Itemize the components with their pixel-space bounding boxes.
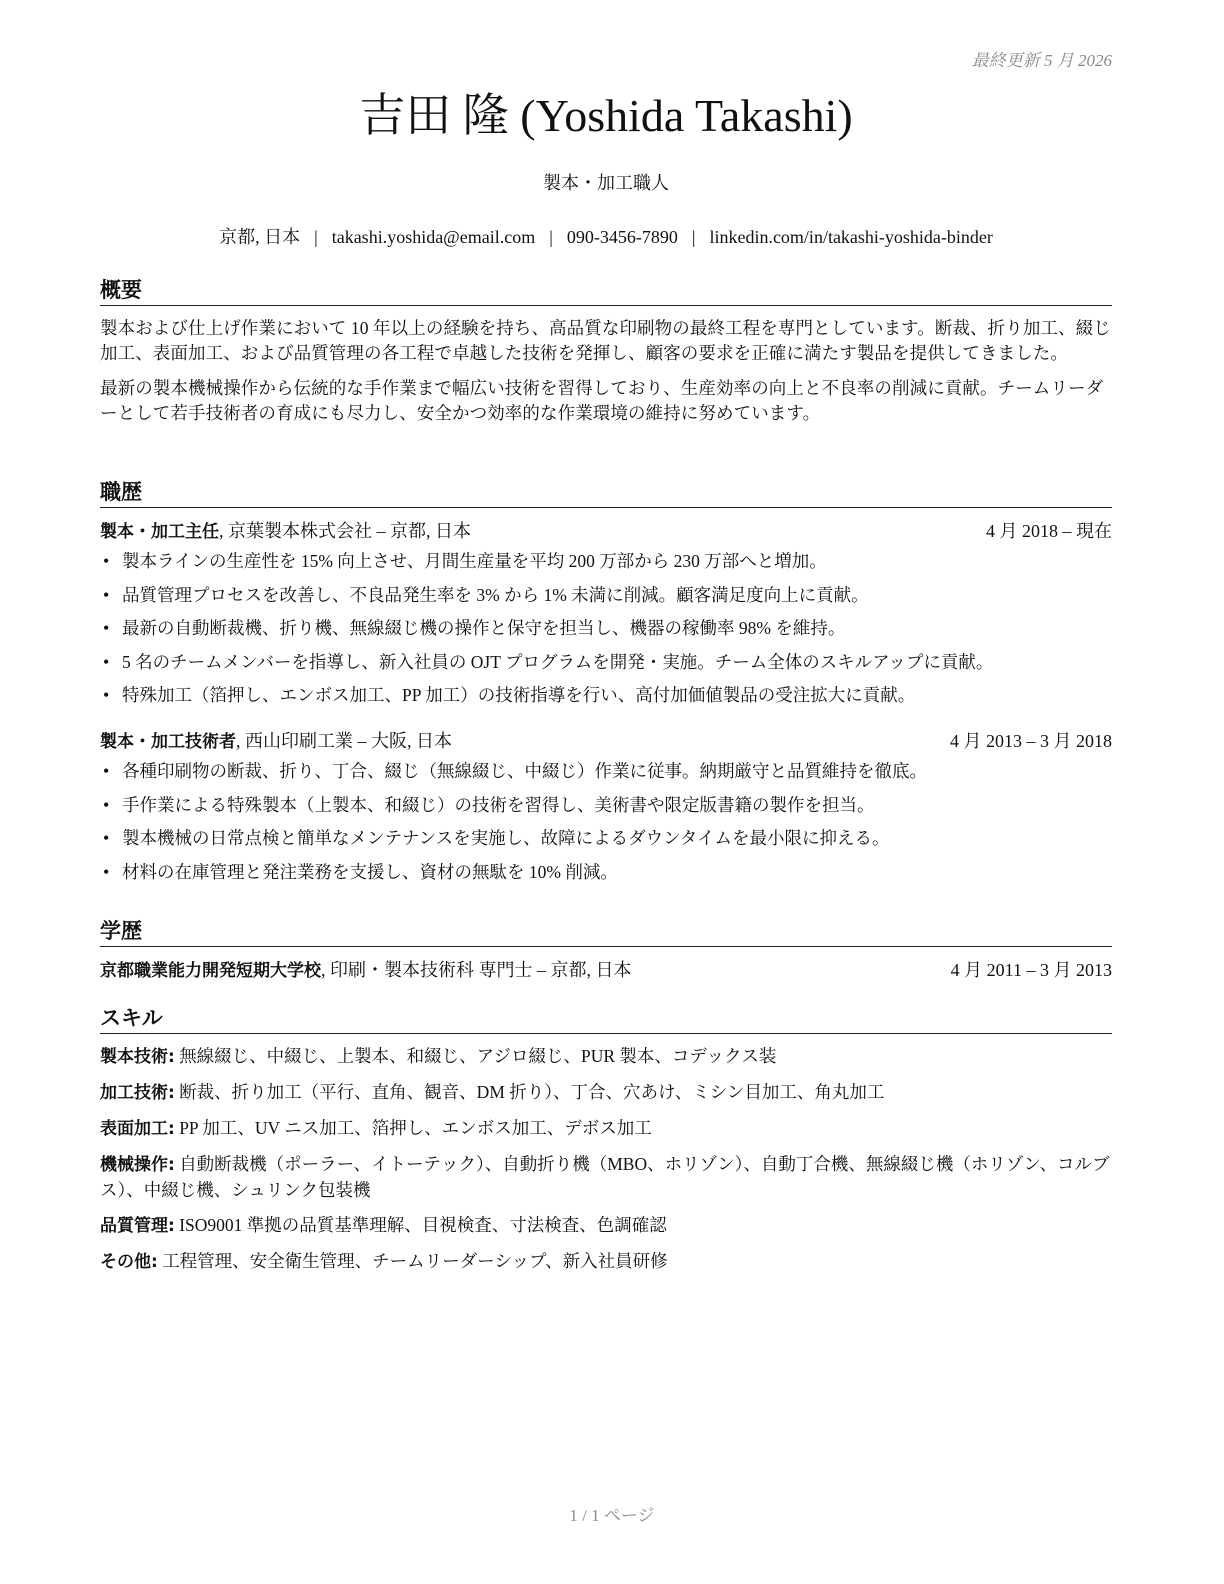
bullet-text: 製本機械の日常点検と簡単なメンテナンスを実施し、故障によるダウンタイムを最小限に抑える。 [122, 828, 890, 848]
contact-separator: | [314, 227, 318, 247]
experience-section [100, 478, 1112, 893]
bullet-text: 品質管理プロセスを改善し、不良品発生率を 3% から 1% 未満に削減。顧客満足度向上に貢献。 [122, 584, 869, 605]
job-entry [100, 518, 1112, 708]
skill-value: 自動断裁機（ポーラー、イトーテック）、自動折り機（MBO、ホリゾン）、自動丁合機、無線綴じ機（ホリゾン、コルブス）、中綴じ機、シュリンク包装機 [100, 1154, 1110, 1200]
contact-separator: | [691, 227, 696, 247]
bullet-icon: • [103, 761, 110, 781]
job-role: 製本・加工主任 [100, 522, 219, 542]
resume-page [100, 0, 1112, 1584]
section-title-skills: スキル [100, 1004, 1112, 1034]
section-title-experience: 職歴 [100, 478, 1112, 508]
list-item [100, 549, 1112, 574]
job-entry [100, 728, 1112, 885]
skills-section [100, 1004, 1112, 1285]
bullet-text: 各種印刷物の断裁、折り、丁合、綴じ（無線綴じ、中綴じ）作業に従事。納期厳守と品質維持を徹底。 [122, 761, 927, 781]
skill-label: 表面加工: [100, 1119, 175, 1139]
job-dates: 4 月 2013 – 3 月 2018 [950, 731, 1112, 751]
summary-section [100, 276, 1112, 436]
summary-paragraph: 製本および仕上げ作業において 10 年以上の経験を持ち、高品質な印刷物の最終工程を専門としています。断裁、折り加工、綴じ加工、表面加工、および品質管理の各工程で卓越した技術を発揮し、顧客の要求を正確に満たす製品を提供してきました。 [100, 318, 1111, 363]
job-role-company [100, 728, 452, 755]
skill-row [100, 1249, 1112, 1275]
education-detail: , 印刷・製本技術科 専門士 – 京都, 日本 [321, 960, 632, 980]
skill-row [100, 1152, 1112, 1203]
job-company: , 西山印刷工業 – 大阪, 日本 [236, 731, 452, 751]
job-role: 製本・加工技術者 [100, 732, 236, 752]
skill-row [100, 1080, 1112, 1106]
job-header [100, 518, 1112, 545]
list-item [100, 583, 1112, 608]
bullet-icon: • [103, 861, 110, 882]
person-name: 吉田 隆 (Yoshida Takashi) [359, 90, 853, 141]
bullet-icon: • [103, 584, 110, 605]
contact-line [100, 224, 1112, 250]
job-dates: 4 月 2018 – 現在 [986, 521, 1112, 541]
summary-paragraph: 最新の製本機械操作から伝統的な手作業まで幅広い技術を習得しており、生産効率の向上と不良率の削減に貢献。チームリーダーとして若手技術者の育成にも尽力し、安全かつ効率的な作業環境の維持に努めています。 [100, 378, 1104, 423]
list-item [100, 793, 1112, 818]
skill-label: 加工技術: [100, 1083, 175, 1103]
contact-email[interactable]: takashi.yoshida@email.com [331, 227, 536, 247]
list-item [100, 650, 1112, 675]
education-school: 京都職業能力開発短期大学校 [100, 961, 321, 981]
skill-value: PP 加工、UV ニス加工、箔押し、エンボス加工、デボス加工 [174, 1118, 652, 1138]
job-title: 製本・加工職人 [543, 173, 669, 193]
last-updated: 最終更新 5 月 2026 [971, 51, 1112, 70]
list-item [100, 826, 1112, 851]
bullet-text: 最新の自動断裁機、折り機、無線綴じ機の操作と保守を担当し、機器の稼働率 98% を維持。 [122, 618, 846, 638]
contact-phone: 090-3456-7890 [566, 227, 678, 247]
bullet-text: 製本ラインの生産性を 15% 向上させ、月間生産量を平均 200 万部から 230 万部へと増加。 [122, 551, 827, 571]
section-title-summary: 概要 [100, 276, 1112, 306]
job-header [100, 728, 1112, 755]
skill-row [100, 1044, 1112, 1070]
bullet-icon: • [103, 828, 110, 848]
skill-label: 製本技術: [100, 1047, 175, 1067]
education-section [100, 917, 1112, 984]
section-title-education: 学歴 [100, 917, 1112, 947]
bullet-text: 5 名のチームメンバーを指導し、新入社員の OJT プログラムを開発・実施。チーム全体のスキルアップに貢献。 [122, 651, 994, 672]
contact-separator: | [549, 227, 553, 247]
bullet-icon: • [103, 618, 110, 638]
skill-value: 工程管理、安全衛生管理、チームリーダーシップ、新入社員研修 [157, 1251, 668, 1271]
skill-row [100, 1116, 1112, 1142]
list-item [100, 616, 1112, 641]
bullet-icon: • [103, 651, 110, 672]
skill-label: 品質管理: [100, 1216, 175, 1236]
job-bullets [100, 759, 1112, 885]
bullet-text: 材料の在庫管理と発注業務を支援し、資材の無駄を 10% 削減。 [122, 861, 618, 882]
bullet-icon: • [103, 794, 110, 815]
job-role-company [100, 518, 471, 545]
education-dates: 4 月 2011 – 3 月 2013 [950, 960, 1112, 980]
job-company: , 京葉製本株式会社 – 京都, 日本 [219, 521, 471, 541]
bullet-icon: • [103, 685, 110, 705]
contact-linkedin[interactable]: linkedin.com/in/takashi-yoshida-binder [709, 227, 993, 247]
page-indicator: 1 / 1 ページ [569, 1506, 655, 1525]
education-entry [100, 957, 1112, 984]
skill-value: 無線綴じ、中綴じ、上製本、和綴じ、アジロ綴じ、PUR 製本、コデックス装 [174, 1046, 777, 1066]
contact-location: 京都, 日本 [219, 227, 301, 247]
list-item [100, 759, 1112, 784]
skill-row [100, 1213, 1112, 1239]
bullet-icon: • [103, 551, 110, 571]
skill-label: その他: [100, 1252, 158, 1272]
bullet-text: 手作業による特殊製本（上製本、和綴じ）の技術を習得し、美術書や限定版書籍の製作を担当。 [122, 794, 875, 815]
skill-label: 機械操作: [100, 1155, 175, 1175]
skill-value: ISO9001 準拠の品質基準理解、目視検査、寸法検査、色調確認 [174, 1215, 667, 1235]
bullet-text: 特殊加工（箔押し、エンボス加工、PP 加工）の技術指導を行い、高付加価値製品の受注拡大に貢献。 [122, 685, 916, 705]
education-school-detail [100, 957, 632, 984]
skill-value: 断裁、折り加工（平行、直角、観音、DM 折り）、丁合、穴あけ、ミシン目加工、角丸加工 [174, 1082, 885, 1102]
job-bullets [100, 549, 1112, 708]
list-item [100, 860, 1112, 885]
list-item [100, 683, 1112, 708]
